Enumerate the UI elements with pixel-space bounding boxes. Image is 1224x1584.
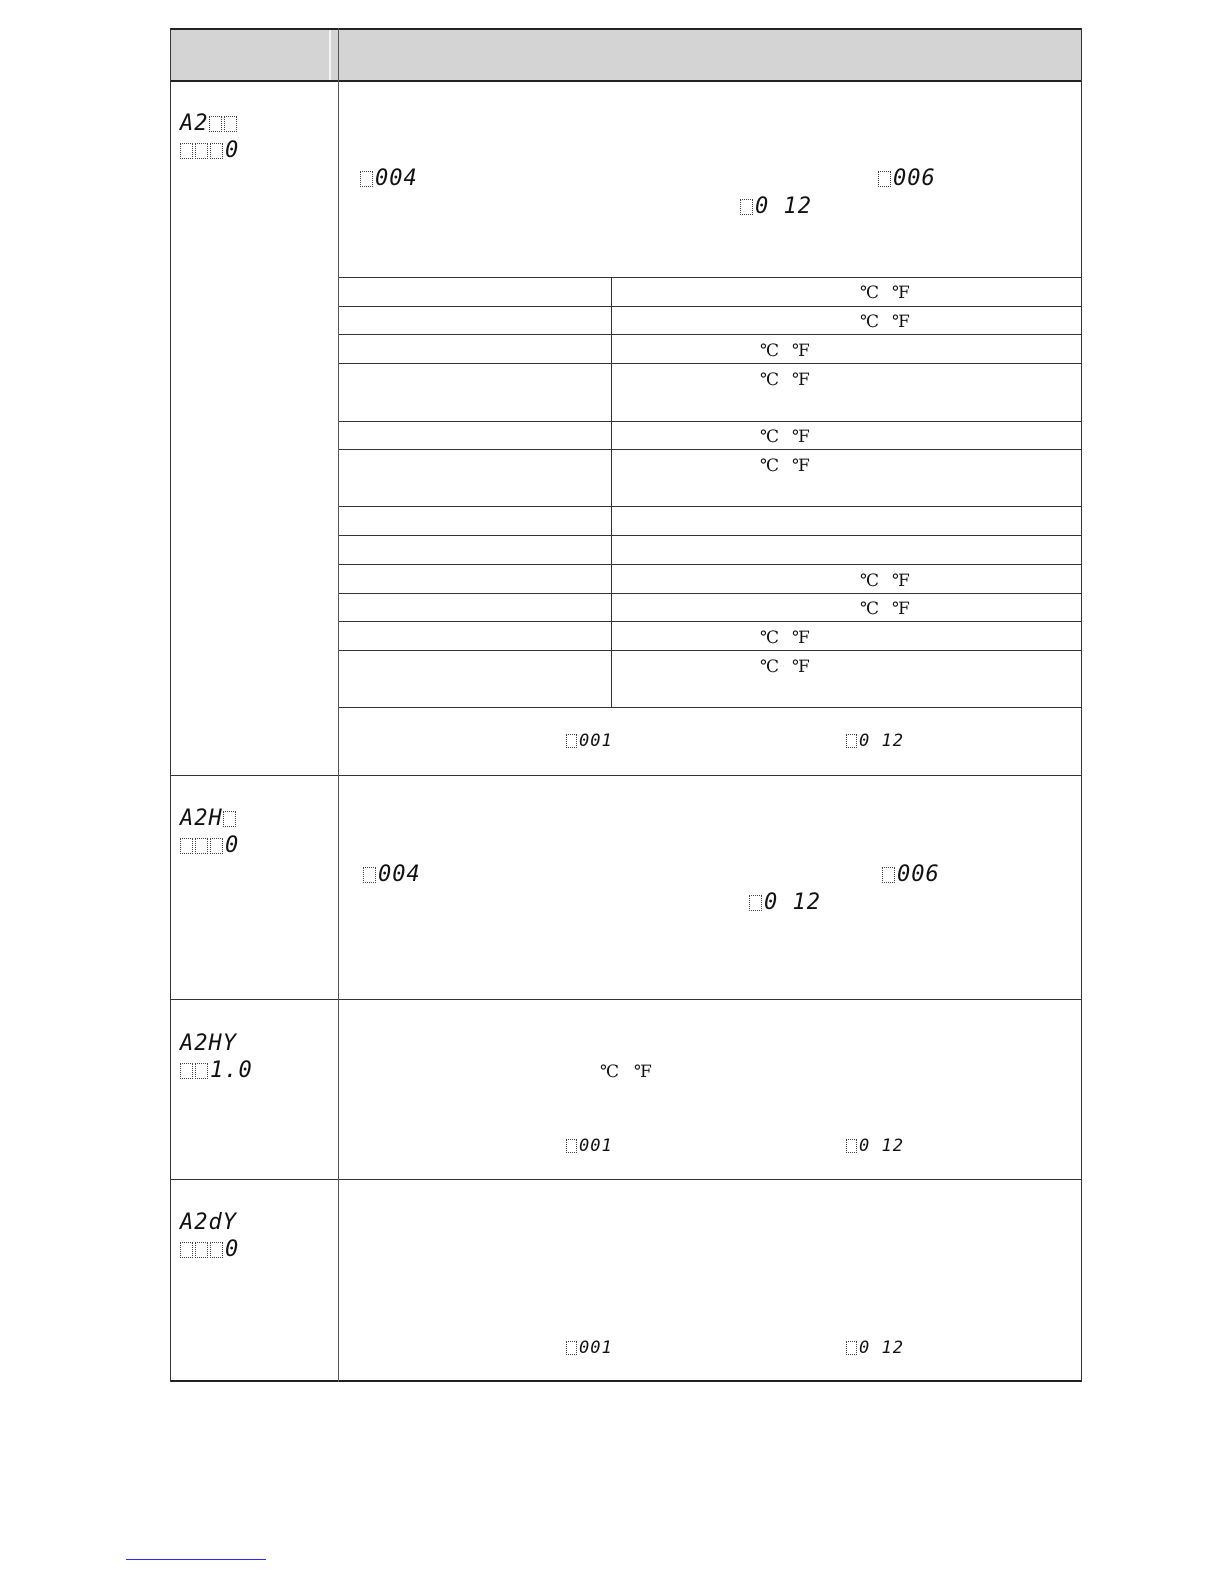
- unit-fahrenheit: ℉: [792, 657, 810, 677]
- unit-fahrenheit: ℉: [892, 283, 910, 303]
- unit-fahrenheit: ℉: [792, 341, 810, 361]
- segment-display-bottom: 0: [180, 834, 239, 858]
- segment-display-bottom: 0: [180, 1238, 239, 1262]
- segment-code: 0 12: [846, 1136, 904, 1156]
- segment-display-bottom: 1.0: [180, 1059, 253, 1083]
- unit-celsius: ℃: [760, 657, 780, 677]
- unit-celsius: ℃: [760, 341, 780, 361]
- unit-fahrenheit: ℉: [892, 312, 910, 332]
- segment-code: 006: [878, 167, 936, 191]
- unit-celsius: ℃: [760, 628, 780, 648]
- unit-celsius: ℃: [760, 370, 780, 390]
- footer-link-underline[interactable]: [126, 1559, 266, 1560]
- unit-fahrenheit: ℉: [792, 628, 810, 648]
- segment-code: 001: [566, 731, 613, 751]
- segment-code: 006: [882, 863, 940, 887]
- unit-fahrenheit: ℉: [634, 1062, 652, 1082]
- segment-display-bottom: 0: [180, 139, 239, 163]
- unit-celsius: ℃: [760, 427, 780, 447]
- segment-code: 0 12: [846, 731, 904, 751]
- segment-code: 0 12: [740, 195, 812, 219]
- unit-fahrenheit: ℉: [792, 370, 810, 390]
- segment-code: 004: [360, 167, 418, 191]
- segment-display-top: A2dY: [180, 1210, 237, 1235]
- segment-code: 001: [566, 1136, 613, 1156]
- header-divider: [329, 29, 331, 80]
- unit-celsius: ℃: [860, 283, 880, 303]
- unit-celsius: ℃: [600, 1062, 620, 1082]
- segment-code: 0 12: [846, 1338, 904, 1358]
- segment-code: 0 12: [749, 891, 821, 915]
- unit-fahrenheit: ℉: [892, 571, 910, 591]
- unit-celsius: ℃: [760, 456, 780, 476]
- table-header: [171, 29, 1081, 80]
- segment-code: 004: [363, 863, 421, 887]
- segment-display-top: A2: [180, 112, 239, 136]
- unit-fahrenheit: ℉: [792, 427, 810, 447]
- unit-fahrenheit: ℉: [892, 599, 910, 619]
- unit-celsius: ℃: [860, 599, 880, 619]
- unit-celsius: ℃: [860, 571, 880, 591]
- segment-code: 001: [566, 1338, 613, 1358]
- segment-display-top: A2HY: [180, 1031, 237, 1056]
- unit-celsius: ℃: [860, 312, 880, 332]
- unit-fahrenheit: ℉: [792, 456, 810, 476]
- segment-display-top: A2H: [180, 807, 238, 831]
